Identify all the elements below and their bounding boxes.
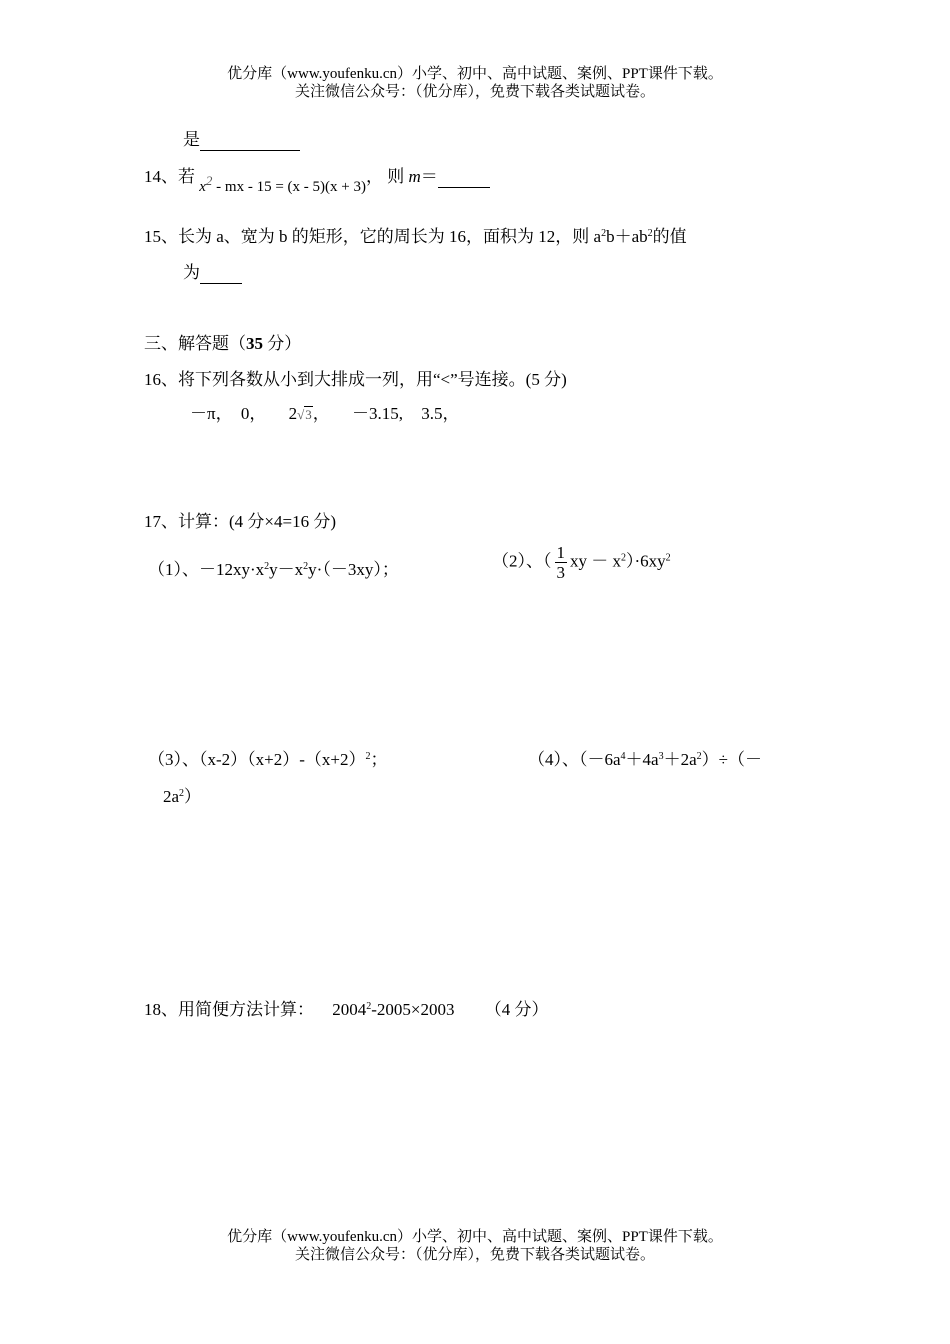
- q16-zero: 0，: [240, 404, 267, 423]
- fraction-denominator: 3: [556, 563, 565, 582]
- question-14: [144, 162, 490, 195]
- q17-p3-a: （3）、（x-2）（x+2）-（x+2）: [148, 750, 366, 769]
- q17-p3-b: ；: [370, 750, 388, 769]
- q16-sqrt-coef: 2: [288, 404, 298, 423]
- q18-expression: [332, 1000, 454, 1019]
- q17-p4-d: ）÷（－: [701, 750, 762, 769]
- q17-p4-exp-1: 4: [620, 751, 626, 762]
- q14-answer-blank[interactable]: [438, 167, 490, 188]
- q17-p4-exp-2: 3: [658, 751, 664, 762]
- question-16-title: 16、将下列各数从小到大排成一列，用“<”号连接。(5 分): [144, 370, 567, 389]
- q17-p4-line2-exp: 2: [179, 788, 185, 799]
- q13-tail-text: 是: [183, 130, 200, 149]
- q17-p1-exp-2: 2: [303, 561, 309, 572]
- q16-neg-pi: －π，: [190, 404, 233, 423]
- q17-p1-a: （1）、－12xy·x: [148, 560, 265, 579]
- q18-score: （4 分）: [484, 1000, 549, 1019]
- q18-expr-b: -2005×2003: [371, 1000, 455, 1019]
- q13-answer-blank[interactable]: [200, 130, 300, 151]
- q15-text-a: 15、长为 a、宽为 b 的矩形，它的周长为 16，面积为 12，则 a: [144, 227, 602, 246]
- q15-line2-text: 为: [183, 263, 200, 282]
- q16-sqrt-comma: ，: [312, 404, 330, 423]
- q17-part-4-line-2: [163, 782, 201, 807]
- question-15-line-1: [144, 222, 687, 247]
- section-3-score: 35: [246, 334, 263, 353]
- q17-p4-line2-b: ）: [184, 787, 202, 806]
- header-line-1: 优分库（www.youfenku.cn）小学、初中、高中试题、案例、PPT课件下载。: [227, 66, 723, 82]
- q17-p4-exp-3: 2: [696, 751, 702, 762]
- q18-expr-a: 2004: [332, 1000, 367, 1019]
- q17-part-2: [492, 543, 671, 582]
- q18-expr-exp: 2: [366, 1001, 372, 1012]
- sqrt-symbol: √3: [297, 407, 312, 422]
- q14-number: 14、若: [144, 167, 195, 186]
- q17-p1-b: y－x: [269, 560, 304, 579]
- q14-expr-x: x: [199, 179, 206, 195]
- header-line-2: 关注微信公众号：（优分库），免费下载各类试题试卷。: [294, 84, 655, 100]
- q15-exp-1: 2: [601, 228, 607, 239]
- q17-p4-a: （4）、（－6a: [528, 750, 621, 769]
- q16-numbers: [190, 399, 459, 424]
- q15-answer-blank[interactable]: [200, 263, 242, 284]
- q16-3-5: 3.5，: [421, 404, 460, 423]
- q17-p4-c: ＋2a: [663, 750, 697, 769]
- q17-p2-fraction: [555, 543, 568, 582]
- q17-p2-c: ）·6xy: [626, 551, 666, 571]
- fraction-numerator: 1: [556, 543, 565, 562]
- q14-expression: [199, 173, 366, 195]
- footer-line-1: 优分库（www.youfenku.cn）小学、初中、高中试题、案例、PPT课件下载。: [227, 1229, 723, 1245]
- q17-p2-b: xy － x: [570, 551, 621, 571]
- section-3-title-c: 分）: [263, 334, 302, 353]
- q15-text-b: b＋ab: [606, 227, 648, 246]
- q17-p4-line2-a: 2a: [163, 787, 180, 806]
- question-18: [144, 995, 549, 1020]
- q16-two-sqrt-three: [289, 404, 313, 423]
- q14-comma: ，: [365, 167, 383, 186]
- q17-p1-c: y·（－3xy）；: [308, 560, 399, 579]
- footer-line-2: 关注微信公众号：（优分库），免费下载各类试题试卷。: [294, 1247, 655, 1263]
- section-3-title: [144, 329, 301, 354]
- q14-var-m: m: [408, 167, 421, 186]
- q16-sqrt-radicand: 3: [305, 407, 312, 422]
- q14-expr-rest: - mx - 15 = (x - 5)(x + 3): [212, 179, 366, 195]
- q18-title: 18、用简便方法计算：: [144, 1000, 314, 1019]
- q17-p3-exp: 2: [365, 751, 371, 762]
- q14-expr-exp: 2: [205, 173, 213, 188]
- question-15-line-2: [183, 258, 242, 284]
- q17-p1-exp-1: 2: [264, 561, 270, 572]
- q15-text-c: 的值: [652, 227, 687, 246]
- q17-part-3: [148, 745, 388, 770]
- q14-equals: ＝: [420, 167, 438, 186]
- q14-then: 则: [387, 167, 405, 186]
- q16-neg-3-15: －3.15,: [351, 404, 403, 423]
- q17-p2-a: （2）、（: [492, 551, 552, 571]
- q17-part-1: [148, 555, 399, 580]
- q13-tail: [183, 125, 300, 151]
- q17-p2-exp-2: 2: [665, 552, 671, 564]
- section-3-title-a: 三、解答题（: [144, 334, 246, 353]
- q17-p2-exp-1: 2: [621, 552, 626, 564]
- q17-part-4: [528, 745, 762, 770]
- q15-exp-2: 2: [647, 228, 653, 239]
- question-17-title: 17、计算：(4 分×4=16 分): [144, 512, 336, 531]
- q17-p4-b: ＋4a: [625, 750, 659, 769]
